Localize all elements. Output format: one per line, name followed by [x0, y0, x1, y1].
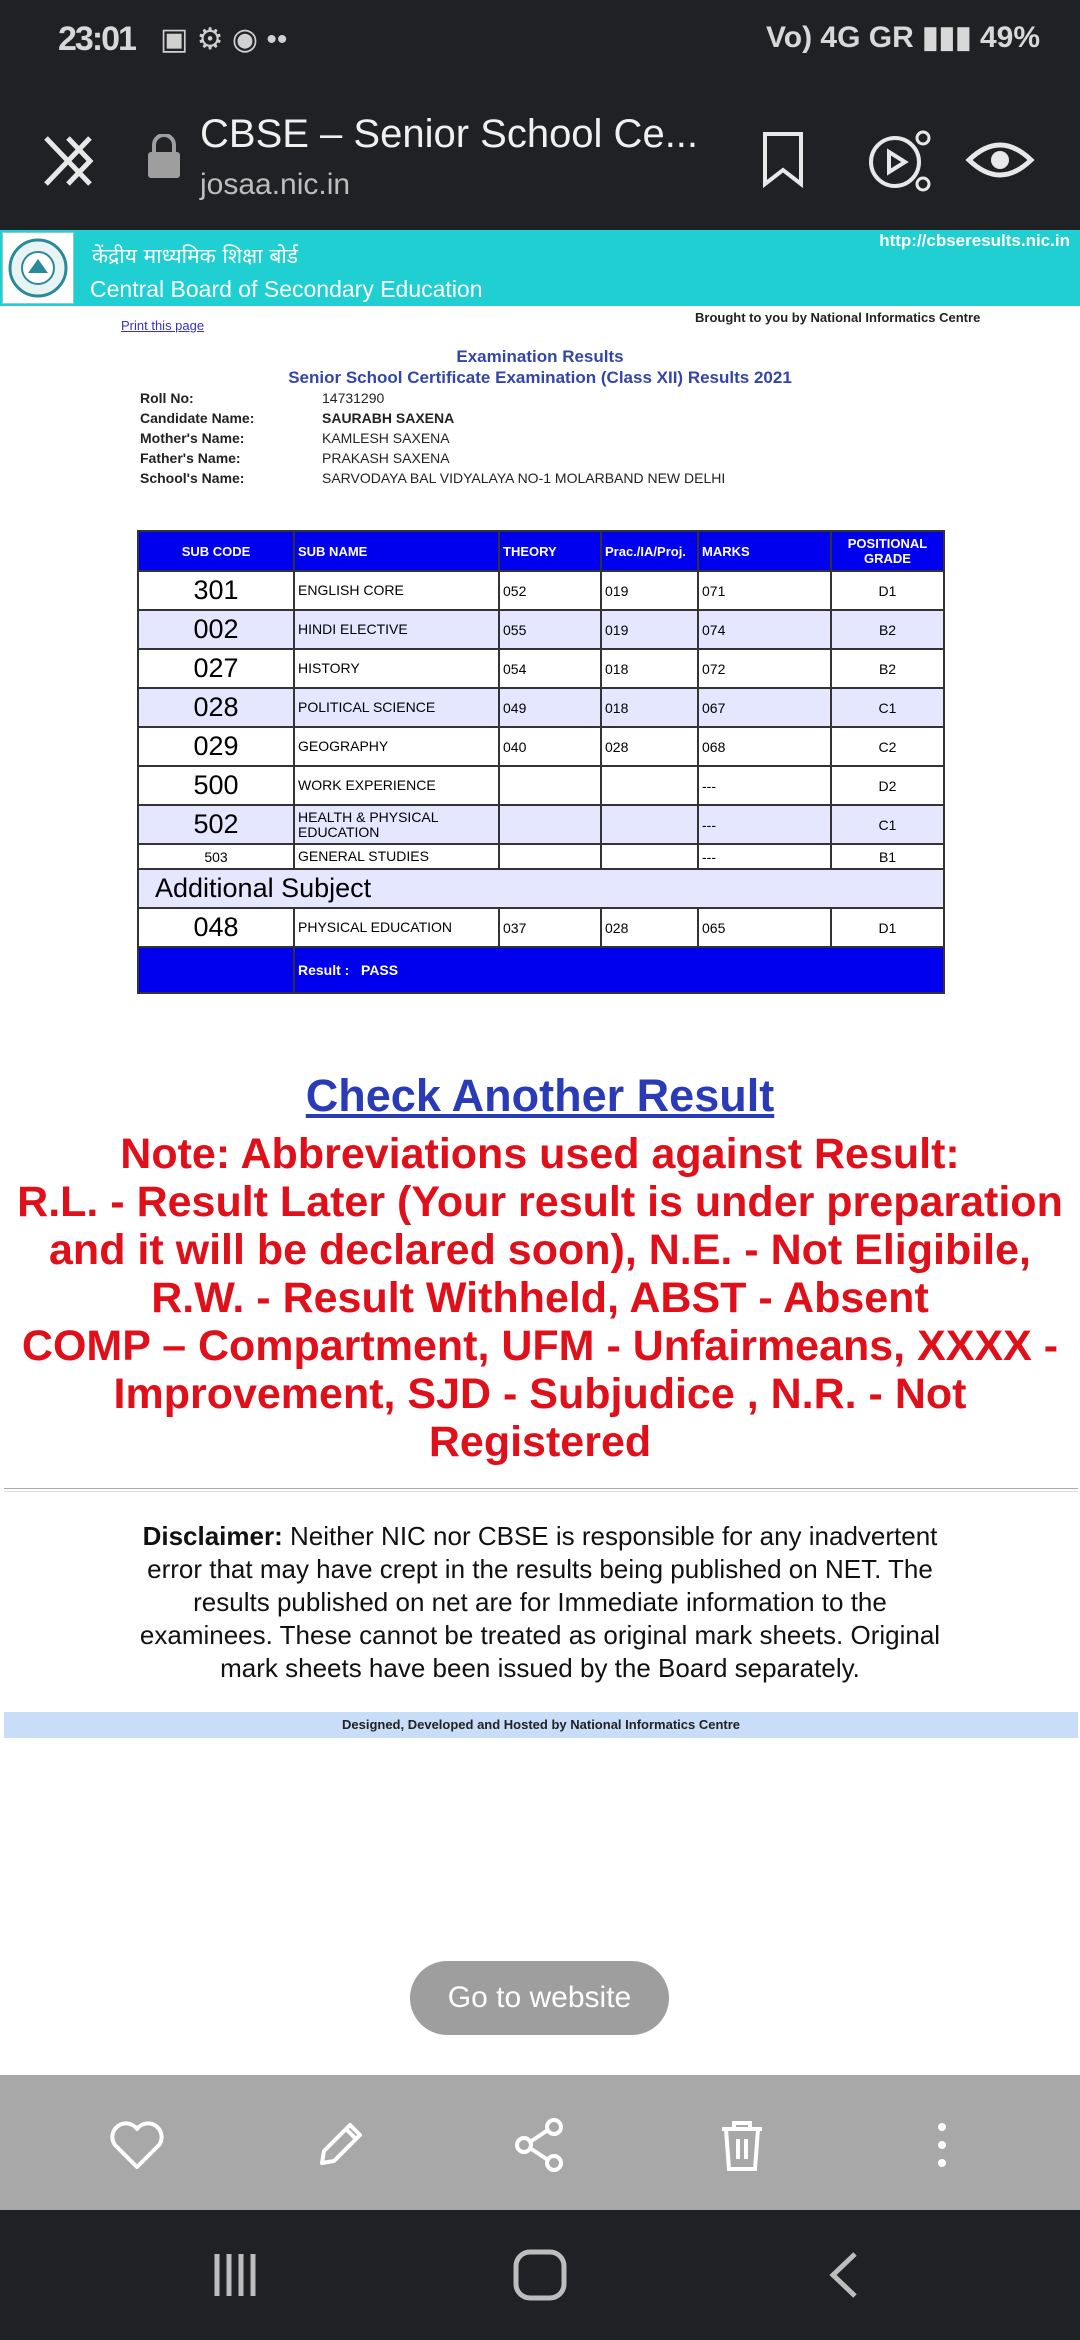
abbreviations-note — [0, 1130, 1080, 1466]
table-row — [138, 571, 944, 610]
brought-by-text: Brought to you by National Informatics Centre — [695, 310, 981, 325]
browser-toolbar — [0, 90, 1080, 230]
school-value: SARVODAYA BAL VIDYALAYA NO-1 MOLARBAND NEW DELHI — [322, 470, 726, 486]
status-bar — [0, 0, 1080, 90]
sub-name: HISTORY — [294, 649, 499, 688]
roll-value: 14731290 — [322, 390, 385, 406]
additional-subject-row — [138, 869, 944, 908]
sub-name: PHYSICAL EDUCATION — [294, 908, 499, 947]
theory-marks: 054 — [499, 649, 601, 688]
sub-name: HEALTH & PHYSICAL EDUCATION — [294, 805, 499, 844]
theory-marks — [499, 844, 601, 869]
board-name-hindi: केंद्रीय माध्यमिक शिक्षा बोर्ड — [92, 244, 299, 268]
disclaimer-text: Neither NIC nor CBSE is responsible for any inadvertent error that may have crept in the results being published on NET. The results published on net are for Immediate information to the examinees. These cannot be treated as original mark sheets. Original mark sheets have been issued by the Board separately. — [139, 1521, 941, 1683]
page-title: CBSE – Senior School Ce... — [200, 112, 699, 156]
notification-icons: ▣ ⚙ ◉ •• — [160, 23, 288, 56]
sub-code: 029 — [138, 727, 294, 766]
sub-code: 500 — [138, 766, 294, 805]
eye-icon[interactable] — [965, 130, 1035, 190]
table-row — [138, 649, 944, 688]
sub-code: 301 — [138, 571, 294, 610]
heart-icon[interactable] — [107, 2115, 167, 2175]
more-options-icon[interactable] — [912, 2115, 972, 2175]
mother-label: Mother's Name: — [140, 430, 245, 446]
grade: C1 — [831, 688, 944, 727]
system-nav-bar — [0, 2210, 1080, 2340]
total-marks: 074 — [698, 610, 831, 649]
sub-code: 503 — [138, 844, 294, 869]
header-sub-name: SUB NAME — [294, 531, 499, 571]
total-marks: 065 — [698, 908, 831, 947]
header-prac: Prac./IA/Proj. — [601, 531, 698, 571]
sub-name: GEOGRAPHY — [294, 727, 499, 766]
result-row — [138, 947, 944, 993]
action-bar — [0, 2075, 1080, 2210]
result-value: PASS — [361, 962, 399, 978]
mother-value: KAMLESH SAXENA — [322, 430, 450, 446]
prac-marks — [601, 766, 698, 805]
home-icon[interactable] — [510, 2248, 570, 2302]
note-line-2: R.L. - Result Later (Your result is under preparation and it will be declared soon), N.E. - Not Eligibile, R.W. - Result Withheld, ABST - Absent — [17, 1178, 1063, 1322]
sub-name: POLITICAL SCIENCE — [294, 688, 499, 727]
total-marks: 072 — [698, 649, 831, 688]
theory-marks — [499, 805, 601, 844]
disclaimer-label: Disclaimer: — [142, 1521, 283, 1551]
total-marks: --- — [698, 766, 831, 805]
father-value: PRAKASH SAXENA — [322, 450, 450, 466]
theory-marks: 055 — [499, 610, 601, 649]
divider — [4, 1488, 1078, 1492]
school-label: School's Name: — [140, 470, 245, 486]
nic-footer: Designed, Developed and Hosted by National Informatics Centre — [4, 1712, 1078, 1738]
result-cell — [294, 947, 944, 993]
status-time: 23:01 — [58, 20, 135, 58]
prac-marks: 018 — [601, 649, 698, 688]
sub-name: HINDI ELECTIVE — [294, 610, 499, 649]
total-marks: --- — [698, 844, 831, 869]
results-url[interactable]: http://cbseresults.nic.in — [879, 231, 1070, 250]
prac-marks: 019 — [601, 571, 698, 610]
table-row — [138, 688, 944, 727]
table-row — [138, 844, 944, 869]
sub-code: 028 — [138, 688, 294, 727]
prac-marks — [601, 805, 698, 844]
sub-name: ENGLISH CORE — [294, 571, 499, 610]
theory-marks — [499, 766, 601, 805]
close-icon[interactable] — [38, 126, 108, 196]
table-header-row — [138, 531, 944, 571]
sub-code: 048 — [138, 908, 294, 947]
grade: B1 — [831, 844, 944, 869]
exam-subtitle: Senior School Certificate Examination (Class XII) Results 2021 — [288, 368, 792, 387]
cbse-banner — [0, 230, 1080, 306]
header-marks: MARKS — [698, 531, 831, 571]
video-share-icon[interactable] — [865, 126, 933, 194]
table-row — [138, 805, 944, 844]
page-domain: josaa.nic.in — [200, 168, 351, 201]
result-spacer — [138, 947, 294, 993]
name-label: Candidate Name: — [140, 410, 255, 426]
roll-label: Roll No: — [140, 390, 194, 406]
prac-marks: 028 — [601, 727, 698, 766]
grade: B2 — [831, 610, 944, 649]
cbse-logo — [2, 232, 74, 304]
sub-code: 027 — [138, 649, 294, 688]
results-table — [137, 530, 945, 994]
table-row — [138, 610, 944, 649]
total-marks: 067 — [698, 688, 831, 727]
table-row — [138, 908, 944, 947]
grade: D1 — [831, 571, 944, 610]
grade: D2 — [831, 766, 944, 805]
sub-name: WORK EXPERIENCE — [294, 766, 499, 805]
grade: B2 — [831, 649, 944, 688]
web-page — [0, 230, 1080, 2075]
print-link[interactable]: Print this page — [121, 318, 205, 333]
share-icon[interactable] — [510, 2115, 570, 2175]
cbse-seal-icon — [3, 233, 73, 303]
prac-marks — [601, 844, 698, 869]
grade: C1 — [831, 805, 944, 844]
result-label: Result : — [298, 962, 350, 978]
bookmark-icon[interactable] — [760, 130, 806, 188]
theory-marks: 040 — [499, 727, 601, 766]
prac-marks: 019 — [601, 610, 698, 649]
theory-marks: 052 — [499, 571, 601, 610]
header-grade: POSITIONAL GRADE — [831, 531, 944, 571]
total-marks: --- — [698, 805, 831, 844]
edit-icon[interactable] — [310, 2115, 370, 2175]
back-icon[interactable] — [815, 2248, 875, 2302]
table-row — [138, 727, 944, 766]
go-to-website-button[interactable]: Go to website — [410, 1961, 669, 2035]
additional-subject-label: Additional Subject — [138, 869, 944, 908]
sub-name: GENERAL STUDIES — [294, 844, 499, 869]
name-value: SAURABH SAXENA — [322, 410, 455, 426]
header-theory: THEORY — [499, 531, 601, 571]
theory-marks: 049 — [499, 688, 601, 727]
candidate-info — [140, 390, 840, 490]
header-sub-code: SUB CODE — [138, 531, 294, 571]
total-marks: 068 — [698, 727, 831, 766]
disclaimer — [130, 1520, 950, 1685]
recent-apps-icon[interactable] — [207, 2248, 267, 2302]
lock-icon — [146, 134, 182, 180]
table-row — [138, 766, 944, 805]
note-line-3: COMP – Compartment, UFM - Unfairmeans, XXXX - Improvement, SJD - Subjudice , N.R. - Not Registered — [21, 1322, 1059, 1466]
sub-code: 002 — [138, 610, 294, 649]
grade: D1 — [831, 908, 944, 947]
prac-marks: 028 — [601, 908, 698, 947]
prac-marks: 018 — [601, 688, 698, 727]
total-marks: 071 — [698, 571, 831, 610]
status-right-icons: Vo) 4G GR ▮▮▮ 49% — [765, 21, 1040, 54]
grade: C2 — [831, 727, 944, 766]
trash-icon[interactable] — [712, 2115, 772, 2175]
note-heading: Note: Abbreviations used against Result: — [120, 1130, 960, 1178]
father-label: Father's Name: — [140, 450, 241, 466]
exam-title: Examination Results — [456, 347, 624, 366]
board-name-english: Central Board of Secondary Education — [90, 276, 483, 302]
check-another-result-link[interactable]: Check Another Result — [305, 1070, 775, 1121]
sub-code: 502 — [138, 805, 294, 844]
theory-marks: 037 — [499, 908, 601, 947]
